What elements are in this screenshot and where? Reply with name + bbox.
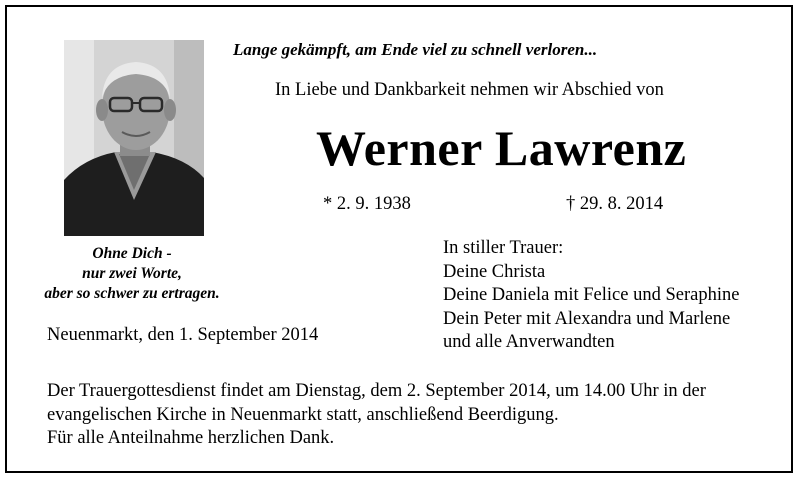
mourners-line: In stiller Trauer: bbox=[443, 238, 564, 258]
birth-date: * 2. 9. 1938 bbox=[323, 194, 411, 214]
quote-line: Ohne Dich - bbox=[92, 245, 172, 262]
obituary-notice bbox=[5, 5, 793, 473]
place-date: Neuenmarkt, den 1. September 2014 bbox=[47, 325, 319, 345]
mourners-list bbox=[443, 237, 739, 355]
mourners-line: Deine Daniela mit Felice und Seraphine bbox=[443, 285, 740, 305]
memorial-quote bbox=[27, 244, 237, 304]
deceased-name: Werner Lawrenz bbox=[316, 120, 687, 176]
motto-text: Lange gekämpft, am Ende viel zu schnell verloren... bbox=[233, 40, 598, 59]
service-line: Für alle Anteilnahme herzlichen Dank. bbox=[47, 428, 335, 448]
quote-line: aber so schwer zu ertragen. bbox=[44, 285, 220, 302]
portrait-photo bbox=[64, 40, 204, 236]
service-line: Der Trauergottesdienst findet am Dienstag, dem 2. September 2014, um 14.00 Uhr in der bbox=[47, 381, 706, 401]
service-line: evangelischen Kirche in Neuenmarkt statt, anschließend Beerdigung. bbox=[47, 404, 559, 425]
service-info bbox=[47, 380, 706, 451]
mourners-line: Deine Christa bbox=[443, 261, 546, 282]
death-date: † 29. 8. 2014 bbox=[566, 194, 664, 214]
mourners-line: und alle Anverwandten bbox=[443, 332, 615, 352]
mourners-line: Dein Peter mit Alexandra und Marlene bbox=[443, 308, 731, 329]
intro-text: In Liebe und Dankbarkeit nehmen wir Abschied von bbox=[275, 80, 664, 100]
quote-line: nur zwei Worte, bbox=[82, 265, 182, 282]
